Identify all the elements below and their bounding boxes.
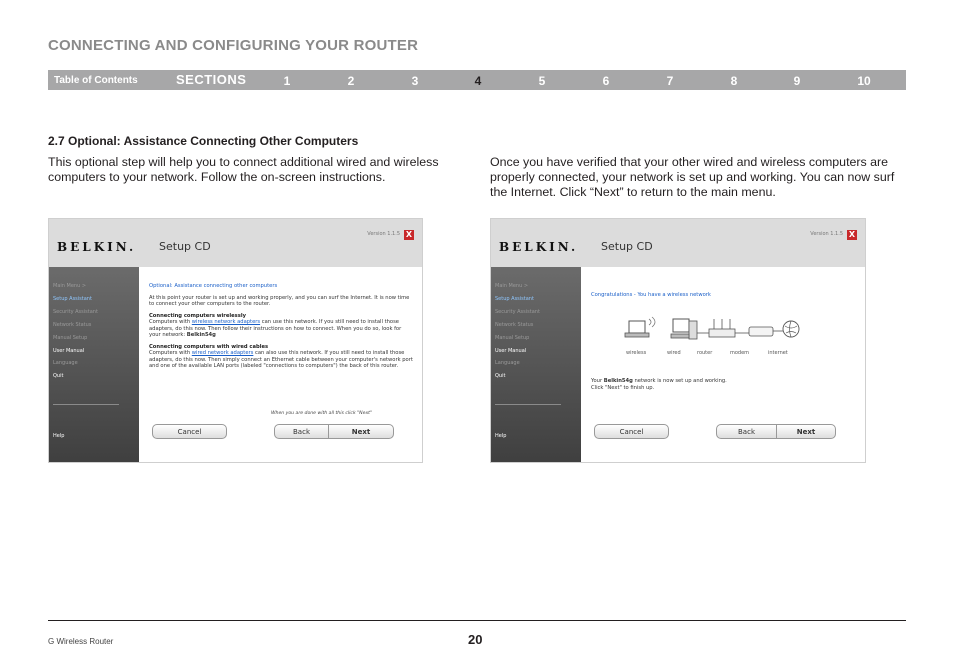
sidebar-item-security-assistant[interactable]: Security Assistant	[53, 309, 98, 315]
section-link-8[interactable]: 8	[730, 74, 738, 88]
section-link-3[interactable]: 3	[411, 74, 419, 88]
device-label-internet: internet	[768, 350, 788, 356]
toc-link[interactable]: Table of Contents	[54, 75, 138, 86]
next-button[interactable]: Next	[328, 424, 394, 439]
sidebar-divider	[53, 404, 119, 405]
internet-globe-icon	[783, 321, 799, 337]
setup-sidebar	[491, 267, 581, 463]
router-icon	[709, 319, 735, 337]
section-link-1[interactable]: 1	[283, 74, 291, 88]
section-link-5[interactable]: 5	[538, 74, 546, 88]
wired-adapters-link[interactable]: wired network adapters	[191, 350, 254, 356]
device-label-wired: wired	[667, 350, 681, 356]
sidebar-item-network-status[interactable]: Network Status	[495, 322, 534, 328]
sidebar-item-main-menu[interactable]: Main Menu >	[53, 283, 87, 289]
sidebar-item-language[interactable]: Language	[495, 360, 520, 366]
device-label-wireless: wireless	[626, 350, 647, 356]
sidebar-item-manual-setup[interactable]: Manual Setup	[495, 335, 530, 341]
wired-heading: Connecting computers with wired cables	[149, 343, 269, 350]
setup-content	[149, 283, 414, 370]
section-link-6[interactable]: 6	[602, 74, 610, 88]
status-text: Your Belkin54g network is now set up and working. Click "Next" to finish up.	[591, 378, 856, 391]
setup-cd-title: Setup CD	[601, 240, 653, 253]
footer-divider	[48, 620, 906, 621]
content-title: Congratulations - You have a wireless network	[591, 292, 711, 298]
section-link-9[interactable]: 9	[793, 74, 801, 88]
chapter-title: CONNECTING AND CONFIGURING YOUR ROUTER	[48, 37, 419, 54]
section-link-2[interactable]: 2	[347, 74, 355, 88]
finish-instruction: Click "Next" to finish up.	[591, 384, 655, 391]
sidebar-item-quit[interactable]: Quit	[495, 373, 506, 379]
next-hint: When you are done with all this click "Next"	[271, 411, 373, 416]
version-label: Version 1.1.5	[810, 231, 843, 237]
setup-screenshot-congratulations	[490, 218, 866, 463]
close-icon[interactable]: X	[848, 230, 856, 239]
sidebar-item-manual-setup[interactable]: Manual Setup	[53, 335, 88, 341]
sidebar-divider	[495, 404, 561, 405]
setup-cd-title: Setup CD	[159, 240, 211, 253]
belkin-logo: BELKIN.	[499, 240, 579, 254]
sidebar-item-language[interactable]: Language	[53, 360, 78, 366]
sidebar-item-setup-assistant[interactable]: Setup Assistant	[495, 296, 534, 302]
wireless-text: Computers with wireless network adapters can use this network. If you still need to install those adapters, do this now. Then follow their instructions on how to connect. When you do so, look for your network: Belkin54g	[149, 319, 402, 338]
sidebar-item-user-manual[interactable]: User Manual	[495, 348, 527, 354]
device-label-router: router	[697, 350, 713, 356]
modem-icon	[749, 327, 773, 336]
sidebar-item-help[interactable]: Help	[495, 433, 507, 439]
cancel-button[interactable]: Cancel	[152, 424, 227, 439]
belkin-logo: BELKIN.	[57, 240, 137, 254]
sections-label: SECTIONS	[176, 72, 247, 87]
setup-content	[591, 292, 856, 299]
sidebar-item-network-status[interactable]: Network Status	[53, 322, 92, 328]
sidebar-item-main-menu[interactable]: Main Menu >	[495, 283, 529, 289]
sidebar-item-security-assistant[interactable]: Security Assistant	[495, 309, 540, 315]
device-label-modem: modem	[730, 350, 750, 356]
section-link-7[interactable]: 7	[666, 74, 674, 88]
footer-product-name: G Wireless Router	[48, 637, 114, 646]
next-button[interactable]: Next	[776, 424, 836, 439]
paragraph-left: This optional step will help you to connect additional wired and wireless computers to your network. Follow the on-screen instructions.	[48, 155, 439, 184]
back-button[interactable]: Back	[274, 424, 329, 439]
wired-computer-icon	[671, 319, 697, 339]
wireless-laptop-icon	[625, 317, 655, 337]
section-heading: 2.7 Optional: Assistance Connecting Other Computers	[48, 134, 359, 148]
setup-screenshot-optional	[48, 218, 423, 463]
wireless-heading: Connecting computers wirelessly	[149, 312, 246, 319]
sidebar-item-setup-assistant[interactable]: Setup Assistant	[53, 296, 92, 302]
content-title: Optional: Assistance connecting other computers	[149, 283, 278, 289]
setup-header	[49, 219, 422, 267]
setup-header	[491, 219, 865, 267]
close-icon[interactable]: X	[405, 230, 413, 239]
version-label: Version 1.1.5	[367, 231, 400, 237]
network-name: Belkin54g	[186, 332, 216, 338]
back-button[interactable]: Back	[716, 424, 777, 439]
wired-text: Computers with wired network adapters can also use this network. If you still need to install those adapters, do this now. Then simply connect an Ethernet cable between your computer's network port and one of the available LAN ports (labeled "connections to computers") the back of this router.	[149, 350, 413, 369]
sidebar-item-user-manual[interactable]: User Manual	[53, 348, 85, 354]
content-intro: At this point your router is set up and working properly, and you can surf the Internet. It is now time to connect your other computers to the router.	[149, 294, 410, 307]
paragraph-right: Once you have verified that your other wired and wireless computers are properly connected, your network is set up and working. You can now surf the Internet. Click “Next” to return to the main menu.	[490, 155, 895, 199]
sidebar-item-help[interactable]: Help	[53, 433, 65, 439]
network-name: Belkin54g	[603, 378, 633, 384]
wireless-adapters-link[interactable]: wireless network adapters	[191, 319, 261, 325]
section-link-10[interactable]: 10	[857, 74, 871, 88]
section-link-4[interactable]: 4	[474, 74, 482, 88]
setup-sidebar	[49, 267, 139, 463]
section-nav-bar	[48, 70, 906, 90]
cancel-button[interactable]: Cancel	[594, 424, 669, 439]
sidebar-item-quit[interactable]: Quit	[53, 373, 64, 379]
page-number: 20	[468, 632, 483, 647]
